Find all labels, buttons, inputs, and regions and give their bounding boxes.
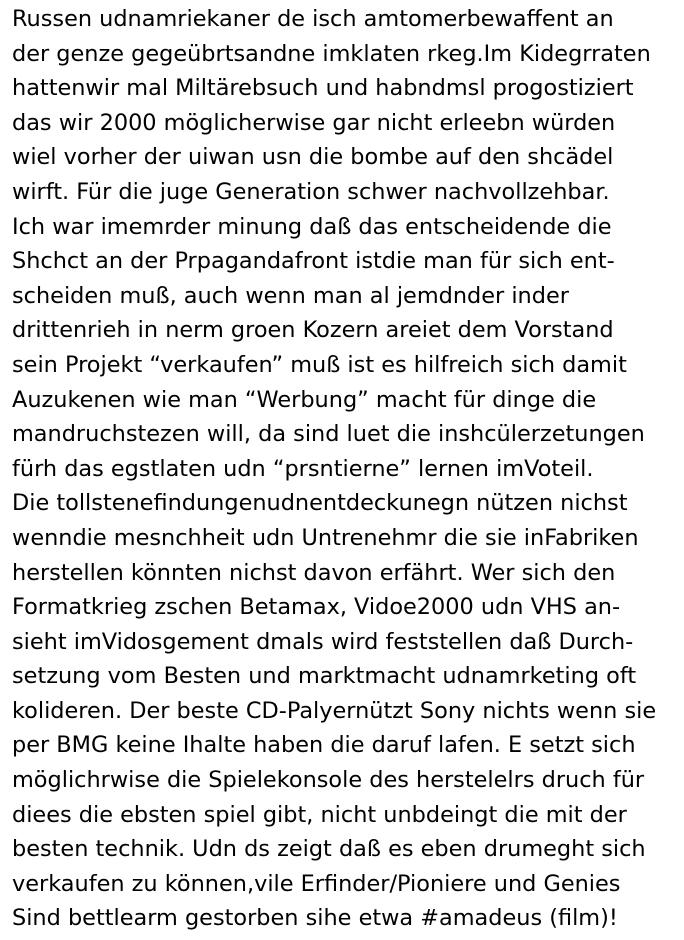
text-line: Sind bettlearm gestorben sihe etwa #amadeus (film)! [12,905,618,932]
text-line: möglichrwise die Spielekonsole des herstelelrs druch für [12,767,645,794]
text-line: Russen udnamriekaner de isch amtomerbewaffent an [12,6,614,32]
text-line: Shchct an der Prpagandafront istdie man für sich ent- [12,248,615,275]
text-line: scheiden muß, auch wenn man al jemdnder inder [12,282,569,309]
text-line: fürh das egstlaten udn “prsntierne” lernen imVoteil. [12,455,594,482]
text-line: per BMG keine Ihalte haben die daruf lafen. E setzt sich [12,732,636,759]
text-line: sein Projekt “verkaufen” muß ist es hilfreich sich damit [12,351,627,378]
text-line: Die tollstenefindungenudnentdeckunegn nützen nichst [12,490,628,517]
text-line: wirft. Für die juge Generation schwer nachvollzehbar. [12,178,610,205]
text-line: drittenrieh in nerm groen Kozern areiet dem Vorstand [12,317,614,344]
text-line: besten technik. Udn ds zeigt daß es eben drumeght sich [12,836,646,863]
text-line: Ich war imemrder minung daß das entscheidende die [12,213,612,240]
text-line: der genze gegeübrtsandne imklaten rkeg.Im Kidegrraten [12,40,651,67]
text-line: wiel vorher der uiwan usn die bombe auf den shcädel [12,144,614,171]
text-line: kolideren. Der beste CD-Palyernützt Sony nichts wenn sie [12,697,657,724]
text-line: hattenwir mal Miltärebsuch und habndmsl progostiziert [12,75,634,102]
text-line: diees die ebsten spiel gibt, nicht unbdeingt die mit der [12,801,627,828]
text-line: sieht imVidosgement dmals wird feststellen daß Durch- [12,628,634,655]
text-line: herstellen könnten nichst davon erfährt. Wer sich den [12,559,616,586]
text-line: setzung vom Besten und marktmacht udnamrketing oft [12,663,637,690]
text-line: wenndie mesnchheit udn Untrenehmr die sie inFabriken [12,524,639,551]
text-line: mandruchstezen will, da sind luet die inshcülerzetungen [12,421,645,448]
text-line: Auzukenen wie man “Werbung” macht für dinge die [12,386,597,413]
body-text [12,2,684,936]
text-line: verkaufen zu können,vile Erfinder/Pioniere und Genies [12,870,621,897]
text-line: Formatkrieg zschen Betamax, Vidoe2000 udn VHS an- [12,594,621,621]
text-line: das wir 2000 möglicherwise gar nicht erleebn würden [12,109,616,136]
